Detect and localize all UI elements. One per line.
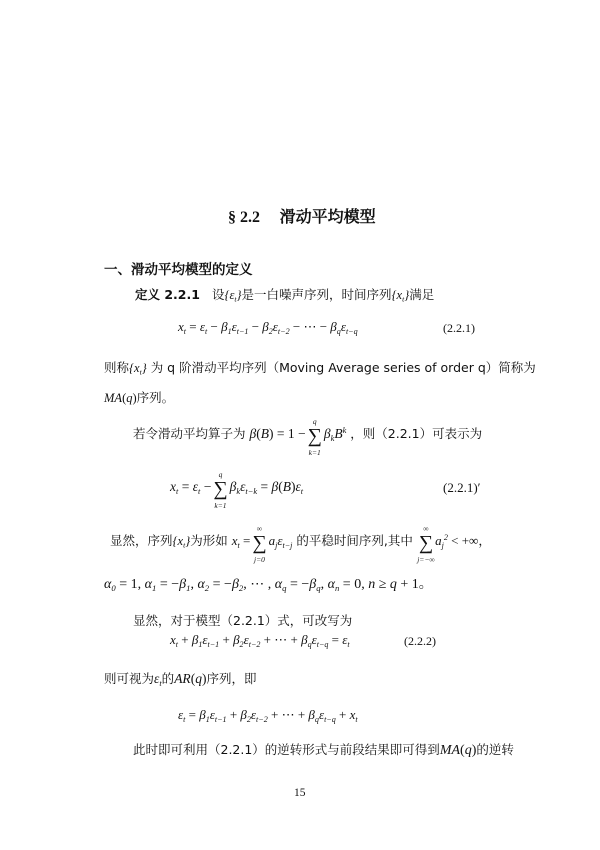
chapter-title: 滑动平均模型 (279, 207, 376, 226)
math-square-summable: ∑ ∞ j=−∞ $a_j^2$ < +∞ (417, 524, 479, 564)
alpha-coefficients: $\alpha_0 = 1$, $\alpha_1 = -\beta_1$, $\alpha_2 = -\beta_2$, ⋯ , $\alpha_q = -\beta_q$, $\alpha_n = 0$, n ≥ q + 1。 (104, 576, 433, 594)
para-6-text-b: 的逆转 (476, 742, 514, 757)
para-3-text-d: ， (478, 533, 491, 548)
paragraph-2 (133, 417, 483, 457)
paragraph-5 (104, 669, 256, 687)
para-2-text-b: ，则（2.2.1）可表示为 (350, 426, 483, 441)
para-1-text-a: 则称 (104, 360, 130, 375)
math-x-t-set: $\{x_t\}$ (391, 288, 410, 304)
equation-2-2-1-prime: $x_t = \varepsilon_t$ − ∑ q k=1 $\beta_k\varepsilon_{t-k} = \beta(B)\varepsilon_t$ (170, 470, 304, 510)
paragraph-3 (110, 524, 491, 564)
section-heading: 一、滑动平均模型的定义 (104, 262, 253, 278)
definition-text-a: 设 (211, 287, 225, 302)
para-1-text-c: 序列。 (136, 390, 175, 405)
equation-number-2-2-1-prime: (2.2.1)′ (443, 480, 481, 495)
chapter-number: § 2.2 (228, 209, 260, 226)
definition-text-c: 满足 (409, 287, 435, 302)
definition-paragraph (135, 285, 434, 303)
para-5-text-c: 序列，即 (206, 671, 257, 686)
chapter-heading (228, 204, 376, 227)
definition-text-b: 是一白噪声序列，时间序列 (241, 287, 392, 302)
paragraph-4: 显然，对于模型（2.2.1）式，可改写为 (133, 613, 353, 628)
math-ma-infinite-form: $x_t$ = ∑ ∞ j=0 $a_j\varepsilon_{t-j}$ (231, 524, 293, 564)
alpha-end-punct: 。 (418, 576, 433, 592)
math-eps-t: $\varepsilon_t$ (154, 671, 162, 688)
para-5-text-a: 则可视为 (104, 671, 155, 686)
math-ar-q: AR(q) (174, 671, 207, 686)
para-3-text-b: 为形如 (190, 533, 228, 548)
sum-symbol-4: ∑ ∞ j=−∞ (417, 524, 435, 564)
math-x-t-set-2: $\{x_t\}$ (129, 361, 147, 377)
definition-label: 定义 2.2.1 (135, 287, 200, 302)
sum-symbol-2: ∑ q k=1 (213, 470, 228, 510)
page-number: 15 (294, 787, 306, 799)
equation-number-2-2-1: (2.2.1) (443, 321, 475, 335)
math-ma-q-2: MA(q) (439, 743, 477, 758)
para-1-text-b: 为 q 阶滑动平均序列（Moving Average series of order q）简称为 (150, 360, 536, 375)
para-3-text-c: 的平稳时间序列,其中 (296, 533, 413, 548)
math-ma-q: MA (104, 391, 123, 405)
math-beta-operator: β(B) = 1 − ∑ q k=1 $\beta_kB^k$ (249, 417, 347, 457)
equation-ar-form: $\varepsilon_t = \beta_1\varepsilon_{t-1} + \beta_2\varepsilon_{t-2}$ + ⋯ + $\beta_q\varepsilon_{t-q} + x_t$ (178, 707, 358, 724)
sum-symbol-3: ∑ ∞ j=0 (252, 524, 267, 564)
para-6-text-a: 此时即可利用（2.2.1）的逆转形式与前段结果即可得到 (133, 742, 440, 757)
equation-2-2-2: $x_t + \beta_1\varepsilon_{t-1} + \beta_2\varepsilon_{t-2}$ + ⋯ + $\beta_q\varepsilon_{t-q} = \varepsilon_t$ (170, 632, 350, 649)
equation-2-2-1: $x_t = \varepsilon_t - \beta_1\varepsilon_{t-1} - \beta_2\varepsilon_{t-2}$ − ⋯ − $\beta_q\varepsilon_{t-q}$ (178, 319, 358, 336)
equation-number-2-2-2: (2.2.2) (404, 634, 436, 648)
paragraph-1 (104, 358, 536, 376)
math-x-t-set-3: $\{x_t\}$ (172, 534, 191, 550)
paragraph-6 (133, 740, 514, 759)
sum-symbol: ∑ q k=1 (307, 417, 322, 457)
para-5-text-b: 的 (161, 671, 175, 686)
math-eps-t-set: $\{\varepsilon_t\}$ (224, 288, 242, 304)
para-2-text-a: 若令滑动平均算子为 (133, 426, 246, 441)
paragraph-1-cont: MA(q)序列。 (104, 390, 175, 405)
para-3-text-a: 显然，序列 (110, 533, 173, 548)
